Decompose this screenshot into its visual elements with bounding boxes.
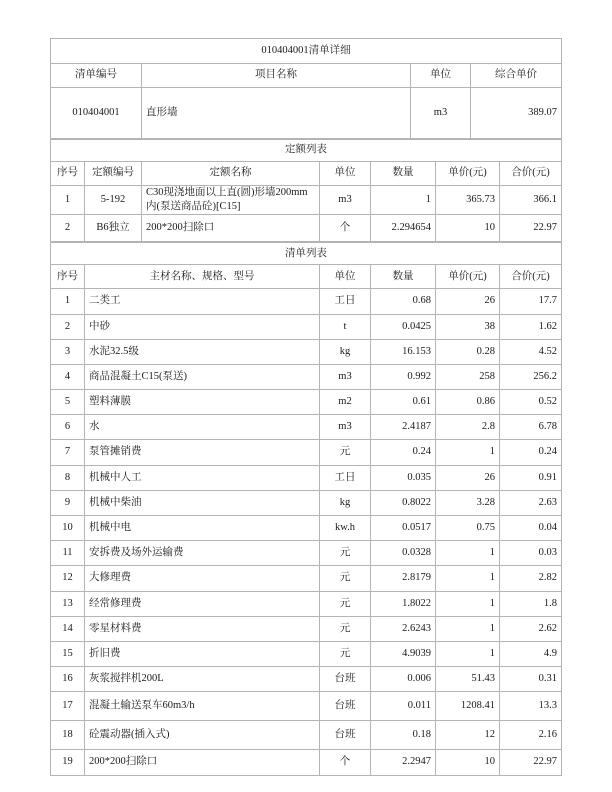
table-row xyxy=(51,750,562,775)
table-row xyxy=(51,364,562,389)
list-row-name: 大修理费 xyxy=(85,566,320,591)
document-title-row xyxy=(51,39,562,64)
quota-header-no: 序号 xyxy=(51,162,85,186)
list-row-total: 0.04 xyxy=(500,516,562,541)
list-row-name: 机械中电 xyxy=(85,516,320,541)
summary-header-name: 项目名称 xyxy=(142,64,411,88)
list-row-price: 0.86 xyxy=(436,390,500,415)
list-row-qty: 2.2947 xyxy=(371,750,436,775)
list-row-name: 水泥32.5级 xyxy=(85,339,320,364)
quota-table xyxy=(50,139,562,242)
summary-header-row xyxy=(51,64,562,88)
list-row-name: 水 xyxy=(85,415,320,440)
list-row-qty: 0.18 xyxy=(371,721,436,750)
list-row-price: 3.28 xyxy=(436,490,500,515)
list-row-no: 9 xyxy=(51,490,85,515)
list-row-price: 26 xyxy=(436,289,500,314)
table-row xyxy=(51,516,562,541)
list-row-price: 1 xyxy=(436,641,500,666)
quota-header-name: 定额名称 xyxy=(142,162,320,186)
table-row xyxy=(51,440,562,465)
list-row-name: 折旧费 xyxy=(85,641,320,666)
list-section-banner: 清单列表 xyxy=(51,243,562,265)
list-row-unit: m2 xyxy=(320,390,371,415)
list-row-no: 1 xyxy=(51,289,85,314)
list-row-no: 17 xyxy=(51,692,85,721)
list-row-unit: m3 xyxy=(320,415,371,440)
list-row-name: 经常修理费 xyxy=(85,591,320,616)
summary-table xyxy=(50,38,562,139)
quota-header-unit: 单位 xyxy=(320,162,371,186)
summary-unit: m3 xyxy=(411,88,471,139)
list-row-total: 2.63 xyxy=(500,490,562,515)
quota-row-code: B6独立 xyxy=(85,215,142,242)
list-row-qty: 0.0328 xyxy=(371,541,436,566)
quota-header-qty: 数量 xyxy=(371,162,436,186)
table-row xyxy=(51,314,562,339)
list-row-unit: kg xyxy=(320,490,371,515)
table-row xyxy=(51,339,562,364)
list-row-total: 13.3 xyxy=(500,692,562,721)
list-row-no: 11 xyxy=(51,541,85,566)
list-row-unit: 台班 xyxy=(320,721,371,750)
list-row-unit: kw.h xyxy=(320,516,371,541)
list-row-unit: t xyxy=(320,314,371,339)
list-row-price: 1 xyxy=(436,541,500,566)
list-row-total: 0.31 xyxy=(500,667,562,692)
list-row-unit: 元 xyxy=(320,440,371,465)
list-row-qty: 2.4187 xyxy=(371,415,436,440)
list-header-unit: 单位 xyxy=(320,265,371,289)
quota-section-banner-row xyxy=(51,140,562,162)
list-row-no: 19 xyxy=(51,750,85,775)
list-row-no: 10 xyxy=(51,516,85,541)
list-row-qty: 0.011 xyxy=(371,692,436,721)
material-list-table xyxy=(50,242,562,775)
table-row xyxy=(51,186,562,215)
list-row-unit: 工日 xyxy=(320,289,371,314)
quota-header-total: 合价(元) xyxy=(500,162,562,186)
list-row-unit: 元 xyxy=(320,541,371,566)
list-row-no: 6 xyxy=(51,415,85,440)
table-row xyxy=(51,692,562,721)
list-row-no: 13 xyxy=(51,591,85,616)
list-row-qty: 0.8022 xyxy=(371,490,436,515)
quota-row-no: 2 xyxy=(51,215,85,242)
list-row-price: 2.8 xyxy=(436,415,500,440)
quota-row-total: 366.1 xyxy=(500,186,562,215)
list-row-no: 3 xyxy=(51,339,85,364)
list-row-price: 1 xyxy=(436,566,500,591)
list-header-no: 序号 xyxy=(51,265,85,289)
list-row-no: 8 xyxy=(51,465,85,490)
list-row-unit: 元 xyxy=(320,641,371,666)
list-row-price: 1 xyxy=(436,591,500,616)
list-row-total: 22.97 xyxy=(500,750,562,775)
list-row-unit: m3 xyxy=(320,364,371,389)
table-row xyxy=(51,591,562,616)
list-row-price: 12 xyxy=(436,721,500,750)
list-row-total: 2.62 xyxy=(500,616,562,641)
list-row-name: 中砂 xyxy=(85,314,320,339)
list-row-price: 10 xyxy=(436,750,500,775)
list-row-no: 5 xyxy=(51,390,85,415)
list-row-unit: 台班 xyxy=(320,667,371,692)
list-header-row xyxy=(51,265,562,289)
quota-header-price: 单价(元) xyxy=(436,162,500,186)
quota-row-unit: m3 xyxy=(320,186,371,215)
table-row xyxy=(51,415,562,440)
list-row-total: 4.52 xyxy=(500,339,562,364)
list-row-no: 2 xyxy=(51,314,85,339)
list-row-name: 泵管摊销费 xyxy=(85,440,320,465)
list-header-qty: 数量 xyxy=(371,265,436,289)
quota-row-no: 1 xyxy=(51,186,85,215)
list-row-qty: 0.992 xyxy=(371,364,436,389)
table-row xyxy=(51,390,562,415)
list-row-qty: 4.9039 xyxy=(371,641,436,666)
list-row-qty: 1.8022 xyxy=(371,591,436,616)
list-row-name: 200*200扫除口 xyxy=(85,750,320,775)
list-row-name: 零星材料费 xyxy=(85,616,320,641)
list-row-qty: 2.8179 xyxy=(371,566,436,591)
list-row-price: 0.28 xyxy=(436,339,500,364)
list-row-name: 灰浆搅拌机200L xyxy=(85,667,320,692)
table-row xyxy=(51,721,562,750)
list-row-qty: 0.035 xyxy=(371,465,436,490)
quota-row-unit: 个 xyxy=(320,215,371,242)
list-row-total: 2.16 xyxy=(500,721,562,750)
list-row-no: 18 xyxy=(51,721,85,750)
page-title: 010404001清单详细 xyxy=(51,39,562,64)
list-row-total: 0.03 xyxy=(500,541,562,566)
list-row-qty: 0.006 xyxy=(371,667,436,692)
quota-header-code: 定额编号 xyxy=(85,162,142,186)
summary-header-code: 清单编号 xyxy=(51,64,142,88)
list-row-name: 混凝土输送泵车60m3/h xyxy=(85,692,320,721)
quota-row-qty: 1 xyxy=(371,186,436,215)
summary-code: 010404001 xyxy=(51,88,142,139)
list-row-qty: 0.68 xyxy=(371,289,436,314)
document-page xyxy=(50,38,561,776)
table-row xyxy=(51,490,562,515)
list-row-name: 二类工 xyxy=(85,289,320,314)
list-row-total: 2.82 xyxy=(500,566,562,591)
list-row-name: 机械中柴油 xyxy=(85,490,320,515)
summary-data-row xyxy=(51,88,562,139)
list-row-unit: 台班 xyxy=(320,692,371,721)
list-row-qty: 16.153 xyxy=(371,339,436,364)
list-row-price: 26 xyxy=(436,465,500,490)
list-row-qty: 0.24 xyxy=(371,440,436,465)
quota-row-name: 200*200扫除口 xyxy=(142,215,320,242)
list-row-no: 16 xyxy=(51,667,85,692)
list-row-unit: 个 xyxy=(320,750,371,775)
list-row-qty: 0.61 xyxy=(371,390,436,415)
table-row xyxy=(51,215,562,242)
quota-row-name: C30现浇地面以上直(圆)形墙200mm内(泵送商品砼)[C15] xyxy=(142,186,320,215)
list-row-price: 258 xyxy=(436,364,500,389)
table-row xyxy=(51,465,562,490)
list-row-name: 塑料薄膜 xyxy=(85,390,320,415)
summary-price: 389.07 xyxy=(471,88,562,139)
list-row-price: 1208.41 xyxy=(436,692,500,721)
table-row xyxy=(51,289,562,314)
quota-row-code: 5-192 xyxy=(85,186,142,215)
summary-name: 直形墙 xyxy=(142,88,411,139)
list-row-price: 1 xyxy=(436,440,500,465)
list-row-name: 安拆费及场外运输费 xyxy=(85,541,320,566)
list-row-total: 1.62 xyxy=(500,314,562,339)
list-row-price: 1 xyxy=(436,616,500,641)
quota-header-row xyxy=(51,162,562,186)
list-row-qty: 2.6243 xyxy=(371,616,436,641)
list-row-total: 0.24 xyxy=(500,440,562,465)
list-row-unit: 工日 xyxy=(320,465,371,490)
list-row-no: 15 xyxy=(51,641,85,666)
list-row-price: 0.75 xyxy=(436,516,500,541)
list-row-total: 0.91 xyxy=(500,465,562,490)
list-row-name: 砼震动器(插入式) xyxy=(85,721,320,750)
table-row xyxy=(51,566,562,591)
list-section-banner-row xyxy=(51,243,562,265)
quota-row-price: 10 xyxy=(436,215,500,242)
list-row-total: 1.8 xyxy=(500,591,562,616)
list-row-unit: 元 xyxy=(320,591,371,616)
quota-row-price: 365.73 xyxy=(436,186,500,215)
table-row xyxy=(51,541,562,566)
list-row-total: 0.52 xyxy=(500,390,562,415)
list-row-total: 17.7 xyxy=(500,289,562,314)
list-row-no: 4 xyxy=(51,364,85,389)
quota-row-qty: 2.294654 xyxy=(371,215,436,242)
quota-row-total: 22.97 xyxy=(500,215,562,242)
quota-section-banner: 定额列表 xyxy=(51,140,562,162)
list-header-name: 主材名称、规格、型号 xyxy=(85,265,320,289)
summary-header-unit: 单位 xyxy=(411,64,471,88)
list-row-price: 38 xyxy=(436,314,500,339)
table-row xyxy=(51,667,562,692)
list-row-name: 商品混凝土C15(泵送) xyxy=(85,364,320,389)
list-row-unit: kg xyxy=(320,339,371,364)
list-row-no: 7 xyxy=(51,440,85,465)
list-row-total: 4.9 xyxy=(500,641,562,666)
list-header-price: 单价(元) xyxy=(436,265,500,289)
list-row-total: 256.2 xyxy=(500,364,562,389)
list-row-unit: 元 xyxy=(320,566,371,591)
table-row xyxy=(51,616,562,641)
list-row-qty: 0.0517 xyxy=(371,516,436,541)
list-row-total: 6.78 xyxy=(500,415,562,440)
list-row-price: 51.43 xyxy=(436,667,500,692)
list-row-unit: 元 xyxy=(320,616,371,641)
list-row-no: 14 xyxy=(51,616,85,641)
list-header-total: 合价(元) xyxy=(500,265,562,289)
summary-header-price: 综合单价 xyxy=(471,64,562,88)
list-row-no: 12 xyxy=(51,566,85,591)
table-row xyxy=(51,641,562,666)
list-row-qty: 0.0425 xyxy=(371,314,436,339)
list-row-name: 机械中人工 xyxy=(85,465,320,490)
